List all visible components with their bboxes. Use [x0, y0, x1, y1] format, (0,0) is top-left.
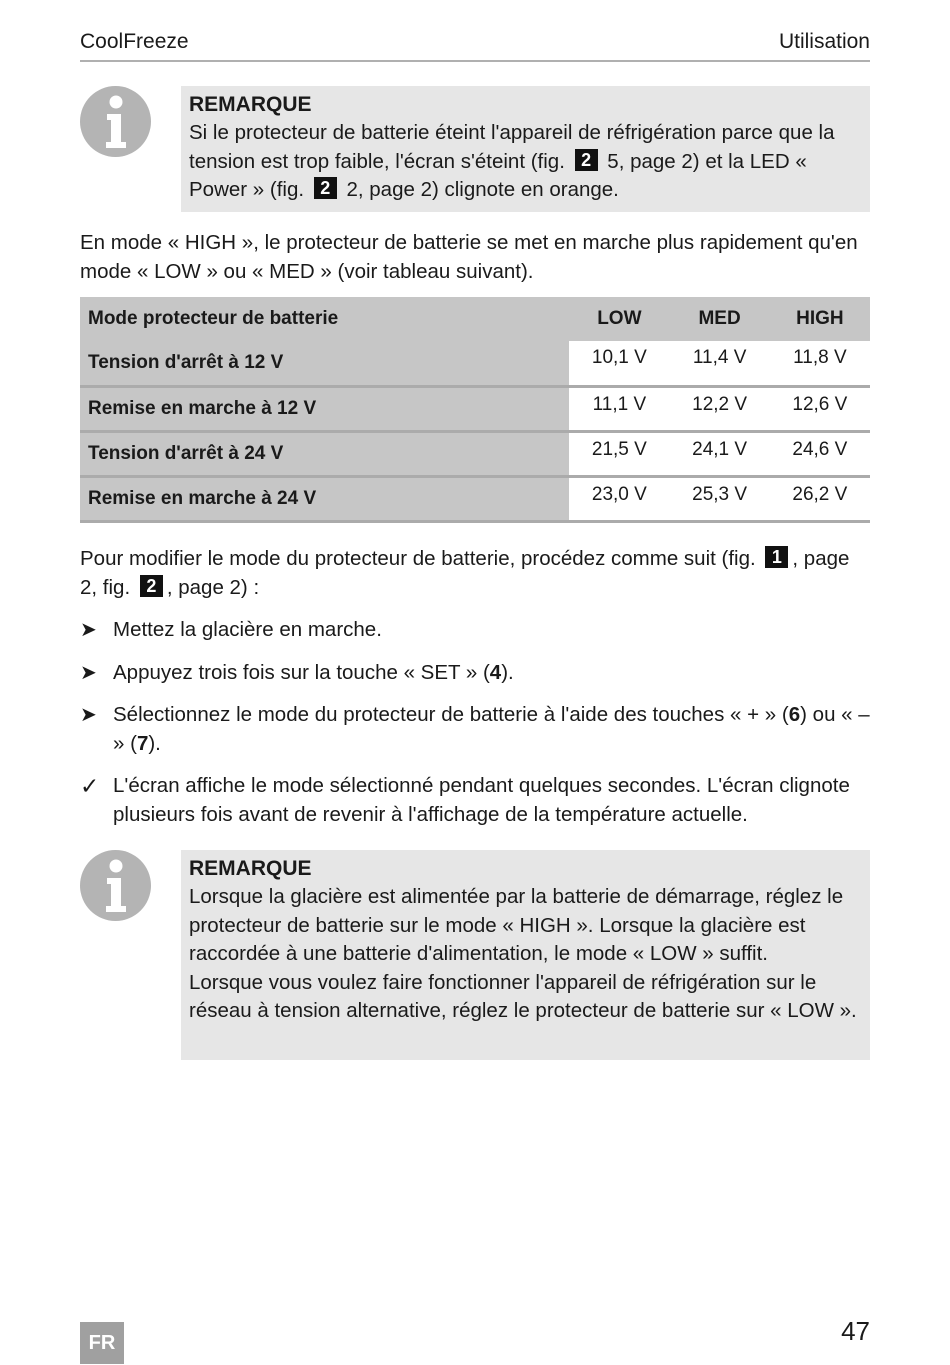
note-text-part: Si le protecteur de batterie éteint l'appareil de réfrigération parce que la tension est trop faible, l'écran s'éteint (fig. — [189, 121, 835, 173]
header-section: Utilisation — [778, 30, 870, 53]
note-title: REMARQUE — [189, 857, 312, 880]
figure-badge: 2 — [575, 149, 598, 171]
row-label: Tension d'arrêt à 24 V — [80, 431, 569, 476]
figure-badge: 2 — [314, 177, 337, 199]
figure-badge: 2 — [140, 575, 163, 597]
step-item — [80, 701, 870, 758]
table-header-med: MED — [669, 297, 769, 341]
info-icon — [80, 86, 151, 157]
row-label: Remise en marche à 24 V — [80, 476, 569, 521]
step-text-part: ). — [501, 661, 514, 684]
table-cell: 11,1 V — [569, 386, 669, 431]
table-cell: 25,3 V — [669, 476, 769, 521]
battery-protector-table — [80, 297, 870, 523]
step-item — [80, 659, 870, 688]
step-text-part: Sélectionnez le mode du protecteur de batterie à l'aide des touches « + » ( — [113, 703, 789, 726]
note-text-part: 2, page 2) clignote en orange. — [346, 178, 619, 202]
note-text: Lorsque vous voulez faire fonctionner l'appareil de réfrigération sur le réseau à tension alternative, réglez le protecteur de batterie sur « LOW ». — [189, 970, 857, 1023]
table-row — [80, 431, 870, 476]
header-product: CoolFreeze — [80, 30, 189, 53]
arrow-icon: ➤ — [80, 619, 97, 641]
arrow-icon: ➤ — [80, 662, 97, 684]
table-cell: 26,2 V — [770, 476, 870, 521]
procedure-text-part: Pour modifier le mode du protecteur de batterie, procédez comme suit (fig. — [80, 547, 756, 570]
note-text-part: 5, page 2) et la LED « Power » (fig. — [189, 149, 807, 202]
table-cell: 24,6 V — [770, 431, 870, 476]
step-text: Mettez la glacière en marche. — [113, 618, 382, 641]
procedure-text-part: , page 2) : — [166, 575, 260, 599]
page-header — [80, 28, 870, 62]
figure-badge: 1 — [765, 546, 788, 568]
note-text: Lorsque la glacière est alimentée par la batterie de démarrage, réglez le protecteur de batterie sur le mode « HIGH ». Lorsque la glacière est raccordée à une batterie d'alimentation, le mode « LOW » suffit. — [189, 885, 844, 966]
procedure-text-part: , page 2, fig. — [80, 547, 850, 599]
step-text — [113, 701, 870, 758]
note-box — [181, 86, 870, 212]
table-row — [80, 386, 870, 431]
note-title: REMARQUE — [189, 93, 312, 116]
language-badge: FR — [80, 1322, 124, 1364]
table-cell: 12,6 V — [770, 386, 870, 431]
table-header-mode: Mode protecteur de batterie — [80, 297, 569, 341]
table-header-low: LOW — [569, 297, 669, 341]
result-text: L'écran affiche le mode sélectionné pendant quelques secondes. L'écran clignote plusieurs fois avant de revenir à l'affichage de la température actuelle. — [113, 774, 850, 826]
table-cell: 10,1 V — [569, 341, 669, 386]
page-number: 47 — [841, 1316, 870, 1346]
table-cell: 12,2 V — [669, 386, 769, 431]
result-item — [80, 772, 870, 829]
step-text — [113, 659, 870, 688]
table-cell: 11,8 V — [770, 341, 870, 386]
intro-paragraph: En mode « HIGH », le protecteur de batterie se met en marche plus rapidement qu'en mode « LOW » ou « MED » (voir tableau suivant). — [80, 231, 858, 283]
table-cell: 21,5 V — [569, 431, 669, 476]
table-cell: 23,0 V — [569, 476, 669, 521]
note-box — [181, 850, 870, 1060]
key-number: 7 — [136, 731, 149, 755]
step-text-part: ) ou « – » ( — [113, 703, 870, 755]
table-header-row — [80, 297, 870, 341]
row-label: Tension d'arrêt à 12 V — [80, 341, 569, 386]
arrow-icon: ➤ — [80, 704, 97, 726]
procedure-paragraph — [80, 545, 870, 602]
step-text-part: Appuyez trois fois sur la touche « SET » ( — [113, 661, 490, 684]
step-text-part: ). — [148, 731, 161, 755]
table-row — [80, 341, 870, 386]
table-cell: 24,1 V — [669, 431, 769, 476]
info-icon — [80, 850, 151, 921]
check-icon: ✓ — [80, 773, 100, 799]
table-row — [80, 476, 870, 521]
step-item — [80, 616, 870, 645]
note-text — [189, 119, 862, 205]
table-header-high: HIGH — [770, 297, 870, 341]
key-number: 6 — [788, 703, 801, 726]
key-number: 4 — [489, 661, 502, 684]
table-cell: 11,4 V — [669, 341, 769, 386]
row-label: Remise en marche à 12 V — [80, 386, 569, 431]
